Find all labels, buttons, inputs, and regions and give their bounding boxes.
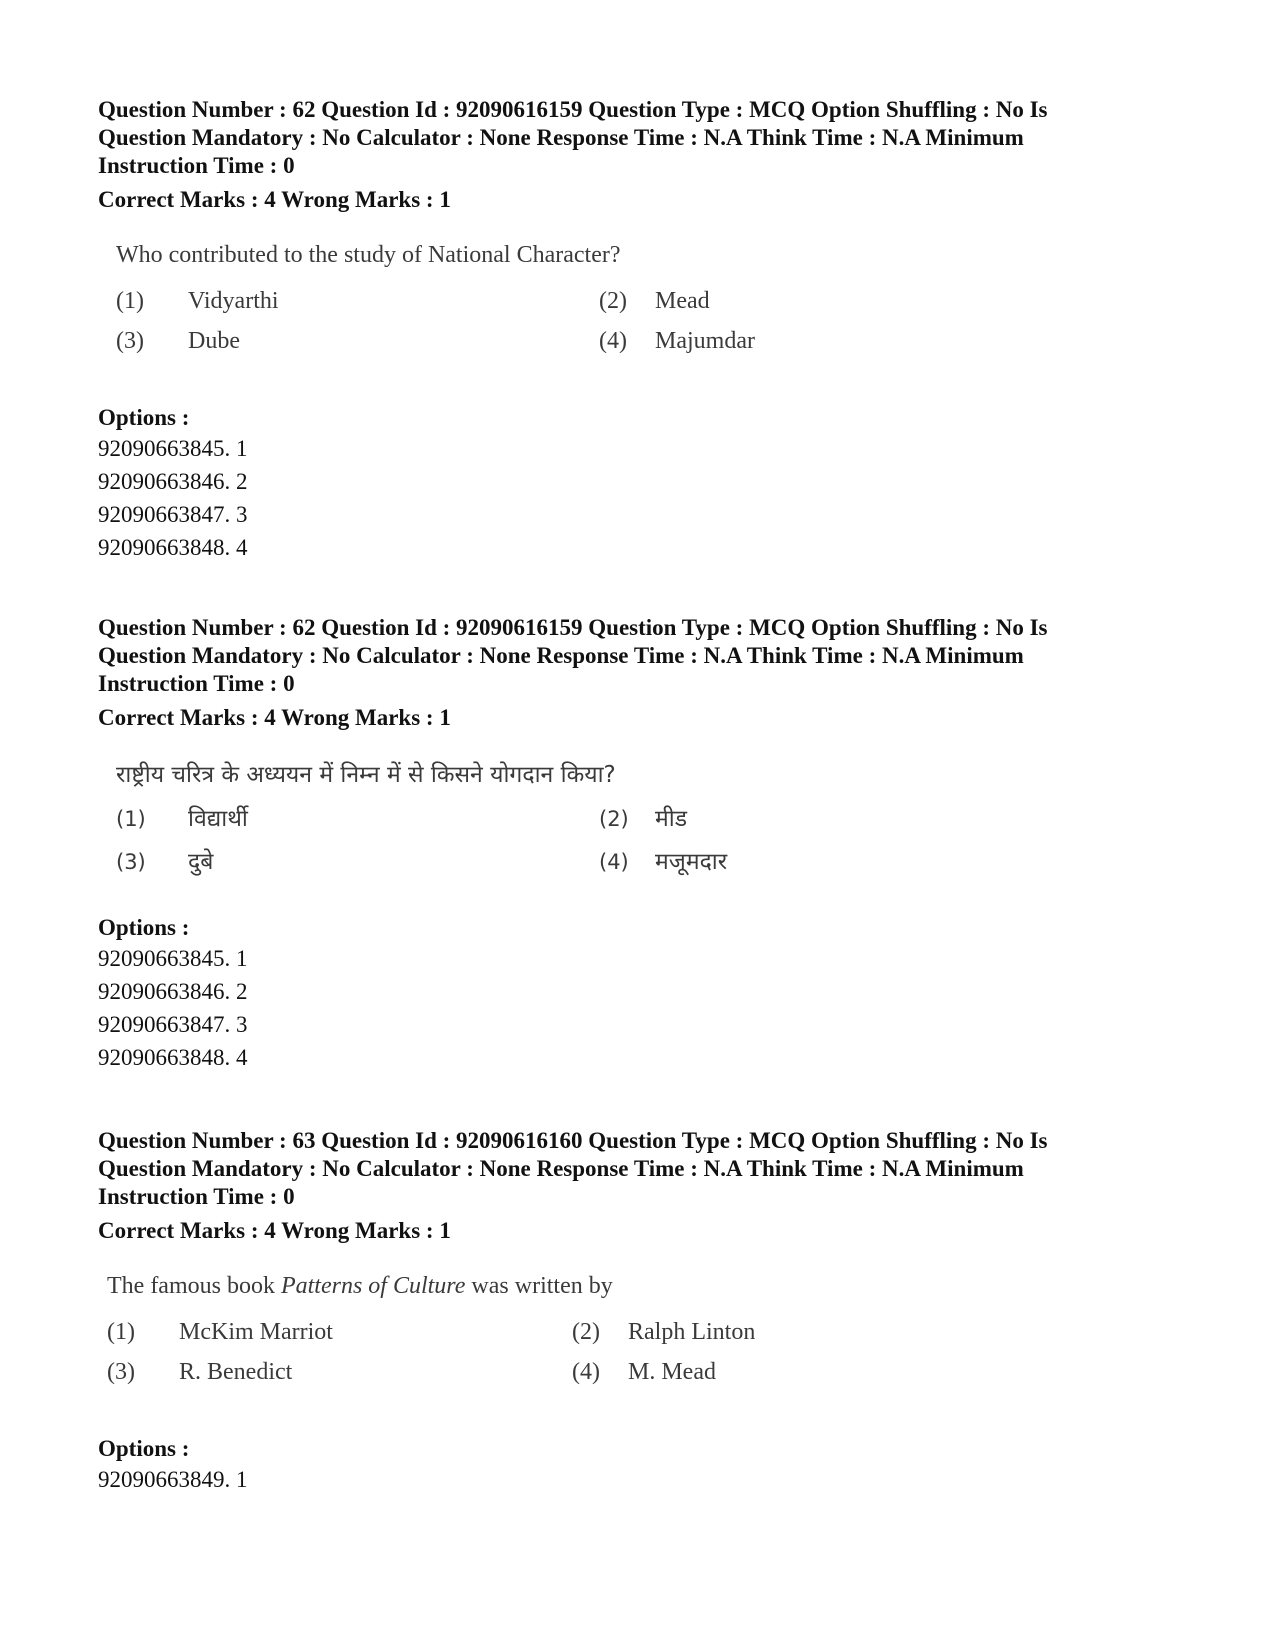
choice-text: Ralph Linton	[628, 1319, 756, 1345]
question-block	[98, 1127, 1188, 1496]
choice-item	[107, 1357, 293, 1387]
question-block	[98, 614, 1188, 1074]
option-line: 92090663848. 4	[98, 1045, 248, 1070]
choice-text: Vidyarthi	[188, 288, 279, 314]
choice-grid	[116, 286, 1188, 370]
question-content	[107, 1271, 1188, 1401]
choice-text: Majumdar	[655, 328, 755, 354]
option-line: 92090663848. 4	[98, 535, 248, 560]
choice-text: दुबे	[188, 849, 214, 875]
choice-item	[116, 847, 214, 877]
choice-grid	[107, 1317, 1188, 1401]
question-stem	[107, 1271, 1188, 1301]
choice-number: (4)	[599, 850, 629, 874]
choice-number: (3)	[116, 850, 146, 874]
choice-number: (2)	[599, 288, 627, 314]
question-stem-text: was written by	[465, 1273, 613, 1299]
option-line: 92090663845. 1	[98, 946, 248, 971]
choice-item	[599, 847, 728, 877]
option-line: 92090663845. 1	[98, 436, 248, 461]
choice-number: (3)	[116, 328, 144, 354]
choice-text: Dube	[188, 328, 240, 354]
options-label: Options :	[98, 405, 190, 430]
choice-number: (3)	[107, 1359, 135, 1385]
question-meta-line: Instruction Time : 0	[98, 153, 295, 178]
options-section	[98, 404, 1188, 564]
question-stem: Who contributed to the study of National Character?	[116, 242, 621, 268]
choice-item	[572, 1317, 756, 1347]
question-meta-line: Question Mandatory : No Calculator : None Response Time : N.A Think Time : N.A Minimum	[98, 125, 1024, 150]
choice-item	[116, 326, 240, 356]
choice-text: M. Mead	[628, 1359, 716, 1385]
options-section	[98, 1435, 1188, 1496]
option-line: 92090663846. 2	[98, 979, 248, 1004]
choice-item	[107, 1317, 333, 1347]
question-content	[116, 240, 1188, 370]
choice-number: (2)	[572, 1319, 600, 1345]
question-meta-line: Question Number : 63 Question Id : 92090616160 Question Type : MCQ Option Shuffling : No Is	[98, 1128, 1048, 1153]
options-label: Options :	[98, 915, 190, 940]
choice-number: (1)	[107, 1319, 135, 1345]
choice-item	[599, 804, 688, 834]
options-section	[98, 914, 1188, 1074]
choice-item	[116, 286, 279, 316]
choice-number: (4)	[599, 328, 627, 354]
question-meta-line: Question Mandatory : No Calculator : None Response Time : N.A Think Time : N.A Minimum	[98, 643, 1024, 668]
question-content	[116, 760, 1188, 888]
question-meta-line: Question Mandatory : No Calculator : None Response Time : N.A Think Time : N.A Minimum	[98, 1156, 1024, 1181]
choice-text: Mead	[655, 288, 710, 314]
book-title: Patterns of Culture	[280, 1273, 466, 1299]
choice-number: (1)	[116, 288, 144, 314]
choice-number: (4)	[572, 1359, 600, 1385]
question-block	[98, 96, 1188, 564]
choice-text: मजूमदार	[655, 849, 728, 875]
question-meta-line: Question Number : 62 Question Id : 92090616159 Question Type : MCQ Option Shuffling : No Is	[98, 615, 1048, 640]
question-meta-line: Instruction Time : 0	[98, 1184, 295, 1209]
choice-item	[599, 286, 710, 316]
choice-item	[116, 804, 248, 834]
question-marks: Correct Marks : 4 Wrong Marks : 1	[98, 705, 451, 730]
choice-number: (1)	[116, 807, 146, 831]
choice-grid	[116, 804, 1188, 888]
question-meta-line: Question Number : 62 Question Id : 92090616159 Question Type : MCQ Option Shuffling : No Is	[98, 97, 1048, 122]
option-line: 92090663847. 3	[98, 1012, 248, 1037]
option-line: 92090663849. 1	[98, 1467, 248, 1492]
option-line: 92090663847. 3	[98, 502, 248, 527]
choice-item	[572, 1357, 716, 1387]
option-line: 92090663846. 2	[98, 469, 248, 494]
question-meta-line: Instruction Time : 0	[98, 671, 295, 696]
question-marks: Correct Marks : 4 Wrong Marks : 1	[98, 1218, 451, 1243]
choice-item	[599, 326, 755, 356]
choice-number: (2)	[599, 807, 629, 831]
choice-text: McKim Marriot	[179, 1319, 333, 1345]
choice-text: मीड	[655, 806, 688, 832]
choice-text: R. Benedict	[179, 1359, 293, 1385]
choice-text: विद्यार्थी	[188, 806, 248, 832]
question-stem-text: The famous book	[107, 1273, 281, 1299]
question-stem: राष्ट्रीय चरित्र के अध्ययन में निम्न में से किसने योगदान किया?	[116, 762, 616, 788]
options-label: Options :	[98, 1436, 190, 1461]
question-marks: Correct Marks : 4 Wrong Marks : 1	[98, 187, 451, 212]
